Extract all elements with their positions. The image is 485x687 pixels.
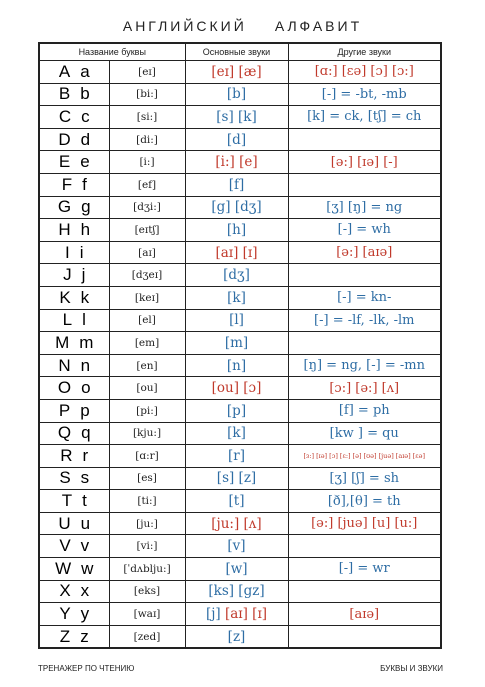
letter-cell	[39, 173, 109, 196]
letter-lower: i	[79, 242, 84, 262]
table-row	[39, 83, 441, 106]
letter-lower: g	[81, 197, 91, 217]
table-row	[39, 399, 441, 422]
other-sounds: [ʒ] [ŋ] = ng	[288, 196, 441, 219]
letter-upper: J	[63, 265, 72, 285]
other-sounds: [-] = -bt, -mb	[288, 83, 441, 106]
letter-cell	[39, 286, 109, 309]
basic-sounds: [b]	[185, 83, 288, 106]
basic-sounds: [s] [k]	[185, 106, 288, 129]
letter-upper: M	[55, 332, 70, 352]
letter-name-transcription: [eɪtʃ]	[109, 219, 185, 242]
table-row	[39, 332, 441, 355]
letter-lower: b	[80, 84, 90, 104]
letter-name-transcription: [eks]	[109, 580, 185, 603]
letter-lower: y	[80, 604, 90, 624]
letter-cell	[39, 219, 109, 242]
letter-cell	[39, 151, 109, 174]
letter-cell	[39, 83, 109, 106]
letter-upper: N	[58, 355, 71, 375]
other-sounds: [ə:] [ɪə] [-]	[288, 151, 441, 174]
table-row	[39, 106, 441, 129]
title-part-1: АНГЛИЙСКИЙ	[122, 18, 247, 34]
letter-upper: L	[62, 310, 73, 330]
other-sounds	[288, 535, 441, 558]
alphabet-table	[38, 42, 442, 649]
table-row	[39, 625, 441, 648]
letter-upper: U	[58, 513, 71, 533]
letter-lower: e	[80, 152, 90, 172]
other-sounds: [ɔ:] [ə:] [ʌ]	[288, 377, 441, 400]
table-row	[39, 490, 441, 513]
letter-upper: F	[61, 174, 73, 194]
letter-lower: z	[80, 626, 89, 646]
letter-upper: O	[57, 378, 72, 398]
basic-sounds: [h]	[185, 219, 288, 242]
table-row	[39, 467, 441, 490]
letter-name-transcription: [keɪ]	[109, 286, 185, 309]
letter-upper: Q	[57, 423, 72, 443]
letter-lower: h	[80, 219, 91, 239]
basic-sounds: [g] [dʒ]	[185, 196, 288, 219]
letter-upper: Y	[59, 604, 71, 624]
letter-lower: n	[80, 355, 91, 375]
basic-sounds: [l]	[185, 309, 288, 332]
basic-sounds: [aɪ] [ɪ]	[185, 241, 288, 264]
other-sounds	[288, 264, 441, 287]
letter-cell	[39, 241, 109, 264]
letter-cell	[39, 128, 109, 151]
table-header-row	[39, 43, 441, 61]
table-row	[39, 309, 441, 332]
other-sounds: [kw ] = qu	[288, 422, 441, 445]
basic-sounds: [eɪ] [æ]	[185, 61, 288, 84]
letter-name-transcription: [el]	[109, 309, 185, 332]
letter-name-transcription: [ju:]	[109, 512, 185, 535]
letter-name-transcription: [dʒi:]	[109, 196, 185, 219]
letter-upper: D	[58, 129, 71, 149]
basic-sounds: [k]	[185, 422, 288, 445]
other-sounds: [ð],[θ] = th	[288, 490, 441, 513]
letter-cell	[39, 422, 109, 445]
letter-cell	[39, 354, 109, 377]
table-row	[39, 286, 441, 309]
page-title	[0, 18, 485, 34]
letter-lower: u	[80, 513, 91, 533]
letter-upper: C	[58, 106, 72, 126]
table-body	[39, 61, 441, 649]
letter-name-transcription: [zed]	[109, 625, 185, 648]
letter-cell	[39, 490, 109, 513]
letter-name-transcription: [vi:]	[109, 535, 185, 558]
other-sounds: [k] = ck, [tʃ] = ch	[288, 106, 441, 129]
basic-sound-consonant: [j]	[205, 606, 221, 623]
letter-lower: q	[81, 423, 91, 443]
letter-upper: V	[59, 536, 71, 556]
letter-upper: X	[59, 581, 71, 601]
basic-sounds: [p]	[185, 399, 288, 422]
letter-lower: x	[80, 581, 90, 601]
letter-lower: r	[82, 445, 89, 465]
table-row	[39, 603, 441, 626]
letter-lower: v	[80, 536, 90, 556]
basic-sounds: [t]	[185, 490, 288, 513]
letter-lower: p	[80, 400, 90, 420]
letter-cell	[39, 603, 109, 626]
table-row	[39, 422, 441, 445]
letter-lower: t	[82, 491, 87, 511]
letter-name-transcription: [kju:]	[109, 422, 185, 445]
table-row	[39, 219, 441, 242]
basic-sounds: [v]	[185, 535, 288, 558]
other-sounds: [-] = wr	[288, 558, 441, 581]
table-row	[39, 128, 441, 151]
basic-sounds: [i:] [e]	[185, 151, 288, 174]
letter-cell	[39, 580, 109, 603]
other-sounds: [-] = kn-	[288, 286, 441, 309]
letter-name-transcription: [es]	[109, 467, 185, 490]
basic-sounds: [ou] [ɔ]	[185, 377, 288, 400]
footer-left: ТРЕНАЖЕР ПО ЧТЕНИЮ	[38, 664, 135, 673]
table-row	[39, 377, 441, 400]
other-sounds	[288, 580, 441, 603]
footer-right: БУКВЫ И ЗВУКИ	[380, 664, 443, 673]
header-letter-name: Название буквы	[39, 43, 185, 61]
letter-upper: Z	[59, 626, 71, 646]
letter-cell	[39, 332, 109, 355]
letter-lower: c	[81, 106, 90, 126]
basic-sounds: [s] [z]	[185, 467, 288, 490]
letter-name-transcription: [ou]	[109, 377, 185, 400]
basic-sound-vowel: [aɪ] [ɪ]	[224, 606, 268, 623]
letter-upper: W	[55, 558, 72, 578]
basic-sounds: [dʒ]	[185, 264, 288, 287]
table-row	[39, 558, 441, 581]
table-row	[39, 173, 441, 196]
letter-lower: l	[82, 310, 86, 330]
letter-cell	[39, 399, 109, 422]
letter-name-transcription: [bi:]	[109, 83, 185, 106]
letter-upper: T	[61, 491, 73, 511]
other-sounds: [ɜ:] [ɪə] [ɔ] [ɛ:] [ə] [ʊə] [juə] [aɪə] [ɛə]	[288, 445, 441, 468]
letter-upper: G	[57, 197, 72, 217]
other-sounds: [-] = wh	[288, 219, 441, 242]
letter-name-transcription: [waɪ]	[109, 603, 185, 626]
letter-lower: f	[82, 174, 87, 194]
letter-cell	[39, 377, 109, 400]
basic-sounds: [ju:] [ʌ]	[185, 512, 288, 535]
letter-name-transcription: [pi:]	[109, 399, 185, 422]
letter-upper: I	[64, 242, 70, 262]
letter-name-transcription: [i:]	[109, 151, 185, 174]
letter-cell	[39, 535, 109, 558]
letter-lower: w	[81, 558, 94, 578]
basic-sounds: [f]	[185, 173, 288, 196]
letter-name-transcription: [em]	[109, 332, 185, 355]
letter-cell	[39, 264, 109, 287]
letter-cell	[39, 61, 109, 84]
table-row	[39, 151, 441, 174]
table-row	[39, 196, 441, 219]
letter-name-transcription: [di:]	[109, 128, 185, 151]
basic-sounds: [r]	[185, 445, 288, 468]
letter-lower: d	[80, 129, 91, 149]
table-row	[39, 241, 441, 264]
table-row	[39, 264, 441, 287]
letter-name-transcription: [si:]	[109, 106, 185, 129]
letter-upper: E	[58, 152, 71, 172]
other-sounds	[288, 332, 441, 355]
header-basic-sounds: Основные звуки	[185, 43, 288, 61]
letter-name-transcription: [en]	[109, 354, 185, 377]
letter-cell	[39, 196, 109, 219]
other-sounds	[288, 625, 441, 648]
basic-sounds: [m]	[185, 332, 288, 355]
letter-lower: a	[80, 61, 90, 81]
letter-name-transcription: [eɪ]	[109, 61, 185, 84]
letter-cell	[39, 445, 109, 468]
letter-cell	[39, 106, 109, 129]
letter-name-transcription: [ɑ:r]	[109, 445, 185, 468]
letter-upper: H	[58, 219, 71, 239]
other-sounds: [-] = -lf, -lk, -lm	[288, 309, 441, 332]
other-sounds: [ʒ] [ʃ] = sh	[288, 467, 441, 490]
other-sounds: [f] = ph	[288, 399, 441, 422]
letter-lower: m	[79, 332, 94, 352]
title-part-2: АЛФАВИТ	[274, 18, 363, 34]
letter-upper: R	[60, 445, 73, 465]
letter-lower: s	[80, 468, 90, 488]
letter-cell	[39, 309, 109, 332]
table-row	[39, 535, 441, 558]
letter-upper: S	[59, 468, 71, 488]
other-sounds	[288, 173, 441, 196]
basic-sounds: [ks] [gz]	[185, 580, 288, 603]
letter-lower: o	[81, 378, 91, 398]
letter-name-transcription: [ef]	[109, 173, 185, 196]
basic-sounds: [k]	[185, 286, 288, 309]
header-other-sounds: Другие звуки	[288, 43, 441, 61]
letter-name-transcription: [ti:]	[109, 490, 185, 513]
letter-name-transcription: [ˈdʌblju:]	[109, 558, 185, 581]
other-sounds	[288, 128, 441, 151]
other-sounds: [ə:] [aɪə]	[288, 241, 441, 264]
other-sounds: [ŋ] = ng, [-] = -mn	[288, 354, 441, 377]
basic-sounds: [n]	[185, 354, 288, 377]
other-sounds: [aɪə]	[288, 603, 441, 626]
letter-cell	[39, 512, 109, 535]
table-row	[39, 580, 441, 603]
table-row	[39, 61, 441, 84]
letter-lower: j	[81, 265, 86, 285]
letter-cell	[39, 467, 109, 490]
letter-cell	[39, 625, 109, 648]
basic-sounds: [w]	[185, 558, 288, 581]
letter-upper: B	[58, 84, 71, 104]
table-row	[39, 354, 441, 377]
letter-cell	[39, 558, 109, 581]
letter-lower: k	[80, 287, 90, 307]
other-sounds: [ə:] [juə] [u] [u:]	[288, 512, 441, 535]
letter-upper: A	[58, 61, 71, 81]
letter-name-transcription: [aɪ]	[109, 241, 185, 264]
table-row	[39, 512, 441, 535]
table-row	[39, 445, 441, 468]
letter-upper: K	[59, 287, 71, 307]
other-sounds: [ɑ:] [ɛə] [ɔ] [ɔ:]	[288, 61, 441, 84]
basic-sounds: [d]	[185, 128, 288, 151]
basic-sounds	[185, 603, 288, 626]
letter-name-transcription: [dʒeɪ]	[109, 264, 185, 287]
letter-upper: P	[58, 400, 71, 420]
basic-sounds: [z]	[185, 625, 288, 648]
